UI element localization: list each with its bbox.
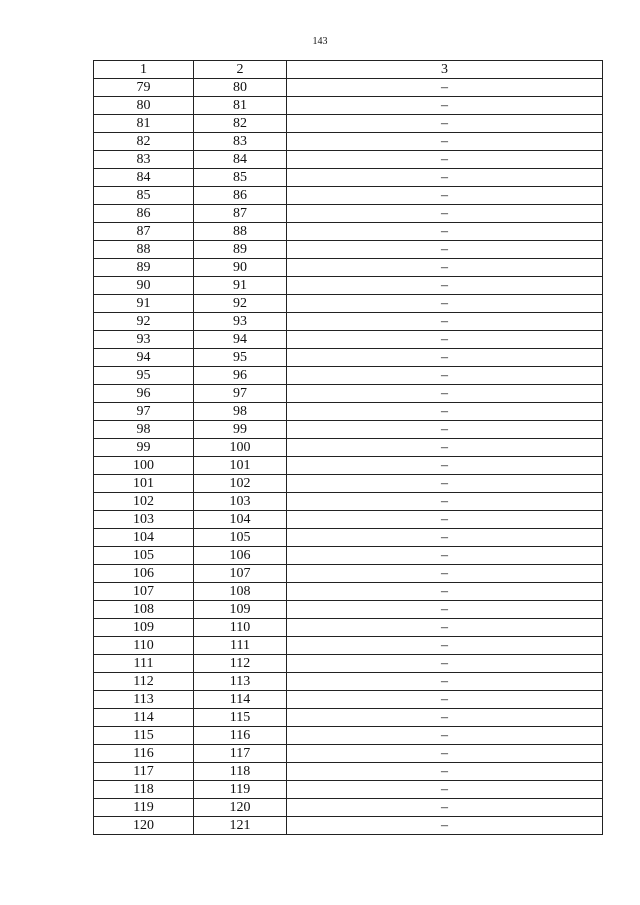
table-cell-col-2: 104 <box>194 511 287 529</box>
table-cell-col-1: 90 <box>94 277 194 295</box>
table-cell-col-1: 89 <box>94 259 194 277</box>
table-cell-col-1: 99 <box>94 439 194 457</box>
table-cell-col-3: – <box>287 817 603 835</box>
table-cell-col-2: 111 <box>194 637 287 655</box>
table-row <box>94 205 603 223</box>
table-cell-col-3: – <box>287 241 603 259</box>
table-cell-col-2: 84 <box>194 151 287 169</box>
table-row <box>94 745 603 763</box>
table-cell-col-3: – <box>287 313 603 331</box>
table-cell-col-2: 103 <box>194 493 287 511</box>
table-cell-col-2: 114 <box>194 691 287 709</box>
table-cell-col-2: 89 <box>194 241 287 259</box>
table-cell-col-2: 117 <box>194 745 287 763</box>
table-cell-col-1: 97 <box>94 403 194 421</box>
table-row <box>94 241 603 259</box>
table-cell-col-1: 91 <box>94 295 194 313</box>
table-cell-col-1: 83 <box>94 151 194 169</box>
table-row <box>94 601 603 619</box>
table-cell-col-1: 113 <box>94 691 194 709</box>
table-cell-col-2: 99 <box>194 421 287 439</box>
table-cell-col-1: 86 <box>94 205 194 223</box>
table-row <box>94 475 603 493</box>
table-cell-col-2: 87 <box>194 205 287 223</box>
table-row <box>94 565 603 583</box>
table-cell-col-2: 83 <box>194 133 287 151</box>
table-cell-col-1: 105 <box>94 547 194 565</box>
table-row <box>94 493 603 511</box>
table-cell-col-3: – <box>287 565 603 583</box>
table-row <box>94 511 603 529</box>
table-cell-col-1: 93 <box>94 331 194 349</box>
table-cell-col-3: – <box>287 385 603 403</box>
table-cell-col-1: 107 <box>94 583 194 601</box>
table-row <box>94 367 603 385</box>
table-cell-col-2: 119 <box>194 781 287 799</box>
table-cell-col-2: 90 <box>194 259 287 277</box>
table-cell-col-2: 116 <box>194 727 287 745</box>
table-cell-col-1: 95 <box>94 367 194 385</box>
table-cell-col-2: 121 <box>194 817 287 835</box>
table-cell-col-1: 87 <box>94 223 194 241</box>
table-row <box>94 637 603 655</box>
table-row <box>94 133 603 151</box>
table-cell-col-3: – <box>287 745 603 763</box>
table-row <box>94 403 603 421</box>
table-cell-col-2: 82 <box>194 115 287 133</box>
page-number: 143 <box>312 36 328 47</box>
table-cell-col-3: – <box>287 547 603 565</box>
table-cell-col-3: – <box>287 601 603 619</box>
table-row <box>94 187 603 205</box>
table-cell-col-3: – <box>287 79 603 97</box>
table-cell-col-1: 92 <box>94 313 194 331</box>
table-cell-col-3: – <box>287 349 603 367</box>
table-cell-col-1: 101 <box>94 475 194 493</box>
table-row <box>94 169 603 187</box>
table-row <box>94 781 603 799</box>
table-cell-col-1: 85 <box>94 187 194 205</box>
table-cell-col-1: 81 <box>94 115 194 133</box>
table-cell-col-1: 109 <box>94 619 194 637</box>
table-cell-col-3: – <box>287 223 603 241</box>
table-cell-col-3: – <box>287 511 603 529</box>
table-cell-col-3: – <box>287 619 603 637</box>
table-cell-col-3: – <box>287 115 603 133</box>
table-cell-col-1: 80 <box>94 97 194 115</box>
table-cell-col-2: 113 <box>194 673 287 691</box>
table-cell-col-2: 100 <box>194 439 287 457</box>
table-row <box>94 817 603 835</box>
table-cell-col-3: – <box>287 493 603 511</box>
table-cell-col-2: 98 <box>194 403 287 421</box>
table-cell-col-2: 120 <box>194 799 287 817</box>
table-cell-col-3: – <box>287 133 603 151</box>
table-cell-col-2: 107 <box>194 565 287 583</box>
table-cell-col-1: 112 <box>94 673 194 691</box>
table-cell-col-3: – <box>287 781 603 799</box>
table-row <box>94 97 603 115</box>
table-cell-col-2: 80 <box>194 79 287 97</box>
table-row <box>94 295 603 313</box>
table-cell-col-2: 106 <box>194 547 287 565</box>
table-row <box>94 457 603 475</box>
table-cell-col-2: 96 <box>194 367 287 385</box>
table-row <box>94 313 603 331</box>
table-cell-col-3: – <box>287 529 603 547</box>
table-cell-col-3: – <box>287 727 603 745</box>
table-cell-col-1: 100 <box>94 457 194 475</box>
table-cell-col-3: – <box>287 655 603 673</box>
table-row <box>94 277 603 295</box>
table-cell-col-2: 93 <box>194 313 287 331</box>
table-cell-col-1: 120 <box>94 817 194 835</box>
table-cell-col-2: 110 <box>194 619 287 637</box>
table-cell-col-3: – <box>287 439 603 457</box>
table-cell-col-2: 105 <box>194 529 287 547</box>
table-cell-col-1: 106 <box>94 565 194 583</box>
table-cell-col-3: – <box>287 475 603 493</box>
table-row <box>94 529 603 547</box>
table-cell-col-2: 81 <box>194 97 287 115</box>
table-cell-col-1: 110 <box>94 637 194 655</box>
table-cell-col-3: – <box>287 97 603 115</box>
table-cell-col-3: – <box>287 673 603 691</box>
table-cell-col-1: 117 <box>94 763 194 781</box>
table-cell-col-1: 116 <box>94 745 194 763</box>
table-cell-col-3: – <box>287 583 603 601</box>
table-row <box>94 331 603 349</box>
table-cell-col-2: 94 <box>194 331 287 349</box>
table-row <box>94 115 603 133</box>
table-cell-col-2: 91 <box>194 277 287 295</box>
table-cell-col-3: – <box>287 205 603 223</box>
table-cell-col-3: – <box>287 637 603 655</box>
table-cell-col-1: 104 <box>94 529 194 547</box>
table-row <box>94 619 603 637</box>
table-row <box>94 439 603 457</box>
table-cell-col-1: 102 <box>94 493 194 511</box>
table-cell-col-2: 86 <box>194 187 287 205</box>
table-cell-col-2: 101 <box>194 457 287 475</box>
column-header-1: 1 <box>94 61 194 79</box>
table-cell-col-3: – <box>287 169 603 187</box>
table-cell-col-1: 103 <box>94 511 194 529</box>
column-header-2: 2 <box>194 61 287 79</box>
table-cell-col-1: 114 <box>94 709 194 727</box>
table-cell-col-3: – <box>287 799 603 817</box>
table-cell-col-3: – <box>287 367 603 385</box>
table-cell-col-2: 97 <box>194 385 287 403</box>
table-cell-col-2: 92 <box>194 295 287 313</box>
table-cell-col-1: 96 <box>94 385 194 403</box>
table-cell-col-3: – <box>287 295 603 313</box>
table-cell-col-3: – <box>287 421 603 439</box>
table-cell-col-1: 79 <box>94 79 194 97</box>
table-cell-col-3: – <box>287 709 603 727</box>
table-cell-col-2: 109 <box>194 601 287 619</box>
table-row <box>94 655 603 673</box>
table-cell-col-1: 115 <box>94 727 194 745</box>
column-header-3: 3 <box>287 61 603 79</box>
table-row <box>94 421 603 439</box>
table-cell-col-1: 94 <box>94 349 194 367</box>
table-cell-col-3: – <box>287 277 603 295</box>
table-row <box>94 385 603 403</box>
table-row <box>94 583 603 601</box>
table-row <box>94 547 603 565</box>
table-row <box>94 151 603 169</box>
table-cell-col-2: 115 <box>194 709 287 727</box>
table-cell-col-3: – <box>287 259 603 277</box>
table-cell-col-3: – <box>287 187 603 205</box>
header-row <box>94 61 603 79</box>
table-row <box>94 709 603 727</box>
table-row <box>94 349 603 367</box>
table-header <box>94 61 603 79</box>
table-row <box>94 223 603 241</box>
table-row <box>94 799 603 817</box>
table-cell-col-3: – <box>287 763 603 781</box>
table-cell-col-2: 102 <box>194 475 287 493</box>
data-table <box>93 60 603 835</box>
table-cell-col-1: 98 <box>94 421 194 439</box>
table-cell-col-1: 119 <box>94 799 194 817</box>
table-cell-col-1: 111 <box>94 655 194 673</box>
table-cell-col-3: – <box>287 691 603 709</box>
table-row <box>94 673 603 691</box>
table-row <box>94 691 603 709</box>
table-cell-col-2: 112 <box>194 655 287 673</box>
table-row <box>94 259 603 277</box>
table-body <box>94 79 603 835</box>
table-row <box>94 727 603 745</box>
table-cell-col-3: – <box>287 457 603 475</box>
table-cell-col-3: – <box>287 331 603 349</box>
table-cell-col-1: 108 <box>94 601 194 619</box>
table-cell-col-1: 88 <box>94 241 194 259</box>
table-row <box>94 763 603 781</box>
table-cell-col-3: – <box>287 151 603 169</box>
table-cell-col-2: 85 <box>194 169 287 187</box>
table-cell-col-1: 118 <box>94 781 194 799</box>
table-cell-col-3: – <box>287 403 603 421</box>
table-cell-col-1: 82 <box>94 133 194 151</box>
table-cell-col-2: 95 <box>194 349 287 367</box>
table-cell-col-2: 88 <box>194 223 287 241</box>
table-cell-col-1: 84 <box>94 169 194 187</box>
table-cell-col-2: 108 <box>194 583 287 601</box>
table-row <box>94 79 603 97</box>
table-cell-col-2: 118 <box>194 763 287 781</box>
